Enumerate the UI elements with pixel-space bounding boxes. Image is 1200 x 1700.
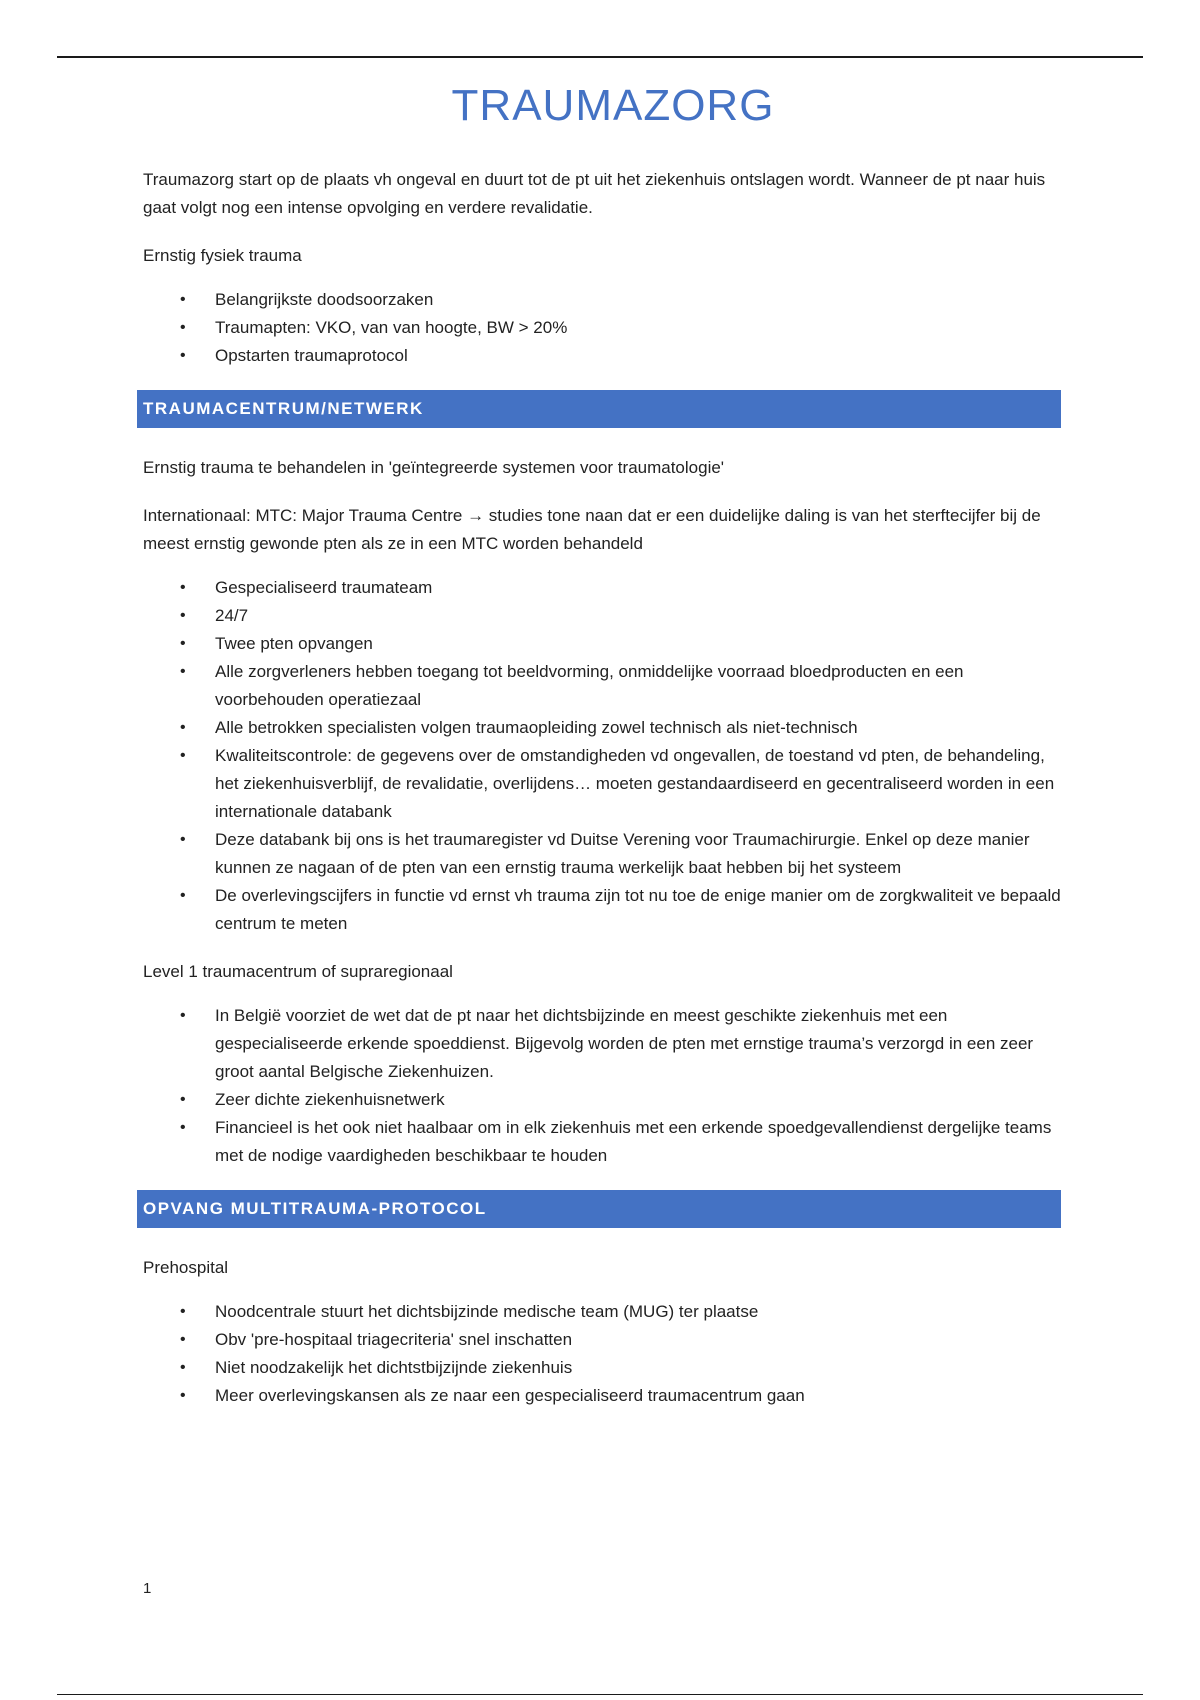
list-item: • Belangrijkste doodsoorzaken [215,286,1063,314]
severe-trauma-list [143,286,1063,370]
list-item: • Zeer dichte ziekenhuisnetwerk [215,1086,1063,1114]
list-item: • Niet noodzakelijk het dichtstbijzijnde ziekenhuis [215,1354,1063,1382]
list-item: • Noodcentrale stuurt het dichtsbijzinde medische team (MUG) ter plaatse [215,1298,1063,1326]
list-item: • Kwaliteitscontrole: de gegevens over de omstandigheden vd ongevallen, de toestand vd pten, de behandeling, het ziekenhuisverblijf, de revalidatie, overlijdens… moeten gestandaardiseerd en gecentraliseerd worden in een internationale databank [215,742,1063,826]
list-item: • Twee pten opvangen [215,630,1063,658]
list-item: • De overlevingscijfers in functie vd ernst vh trauma zijn tot nu toe de enige manier om de zorgkwaliteit ve bepaald centrum te meten [215,882,1063,938]
level1-label: Level 1 traumacentrum of supraregionaal [143,962,453,981]
bullet-icon: • [180,887,186,904]
bullet-icon: • [180,1387,186,1404]
section1-paragraph-1: Ernstig trauma te behandelen in 'geïntegreerde systemen voor traumatologie' [143,458,725,477]
header-rule [57,56,1143,58]
bullet-icon: • [180,831,186,848]
list-item: • Obv 'pre-hospitaal triagecriteria' snel inschatten [215,1326,1063,1354]
list-item: • Financieel is het ook niet haalbaar om in elk ziekenhuis met een erkende spoedgevallendienst dergelijke teams met de nodige vaardigheden beschikbaar te houden [215,1114,1063,1170]
bullet-icon: • [180,1303,186,1320]
bullet-icon: • [180,719,186,736]
page-number: 1 [143,1580,152,1597]
document-title: TRAUMAZORG [451,81,775,130]
section-heading-traumacentrum: TRAUMACENTRUM/NETWERK [137,390,1061,428]
bullet-icon: • [180,1091,186,1108]
list-item: • Deze databank bij ons is het traumaregister vd Duitse Verening voor Traumachirurgie. Enkel op deze manier kunnen ze nagaan of de pten van een ernstig trauma werkelijk baat hebben bij het systeem [215,826,1063,882]
bullet-icon: • [180,635,186,652]
bullet-icon: • [180,663,186,680]
list-item: • Alle zorgverleners hebben toegang tot beeldvorming, onmiddelijke voorraad bloedproducten en een voorbehouden operatiezaal [215,658,1063,714]
bullet-icon: • [180,1359,186,1376]
prehospital-label: Prehospital [143,1258,229,1277]
bullet-icon: • [180,607,186,624]
list-item: • In België voorziet de wet dat de pt naar het dichtsbijzinde en meest geschikte ziekenhuis met een gespecialiseerde erkende spoeddienst. Bijgevolg worden de pten met ernstige trauma’s verzorgd in een zeer groot aantal Belgische Ziekenhuizen. [215,1002,1063,1086]
bullet-icon: • [180,1331,186,1348]
list-item: • Alle betrokken specialisten volgen traumaopleiding zowel technisch als niet-technisch [215,714,1063,742]
severe-trauma-label: Ernstig fysiek trauma [143,246,302,265]
page-content [143,76,1063,1430]
bullet-icon: • [180,291,186,308]
list-item: • Traumapten: VKO, van van hoogte, BW > 20% [215,314,1063,342]
section1-paragraph-2: Internationaal: MTC: Major Trauma Centre → studies tone naan dat er een duidelijke daling is van het sterftecijfer bij de meest ernstig gewonde pten als ze in een MTC worden behandeld [143,506,1041,553]
level1-list [143,1002,1063,1170]
list-item: • 24/7 [215,602,1063,630]
list-item: • Gespecialiseerd traumateam [215,574,1063,602]
list-item: • Opstarten traumaprotocol [215,342,1063,370]
bullet-icon: • [180,579,186,596]
list-item: • Meer overlevingskansen als ze naar een gespecialiseerd traumacentrum gaan [215,1382,1063,1410]
intro-paragraph: Traumazorg start op de plaats vh ongeval en duurt tot de pt uit het ziekenhuis ontslagen wordt. Wanneer de pt naar huis gaat volgt nog een intense opvolging en verdere revalidatie. [143,170,1046,217]
footer-rule [57,1694,1143,1695]
section-heading-multitrauma: OPVANG MULTITRAUMA-PROTOCOL [137,1190,1061,1228]
bullet-icon: • [180,1007,186,1024]
bullet-icon: • [180,347,186,364]
prehospital-list [143,1298,1063,1410]
bullet-icon: • [180,1119,186,1136]
bullet-icon: • [180,747,186,764]
traumacentrum-list [143,574,1063,938]
bullet-icon: • [180,319,186,336]
